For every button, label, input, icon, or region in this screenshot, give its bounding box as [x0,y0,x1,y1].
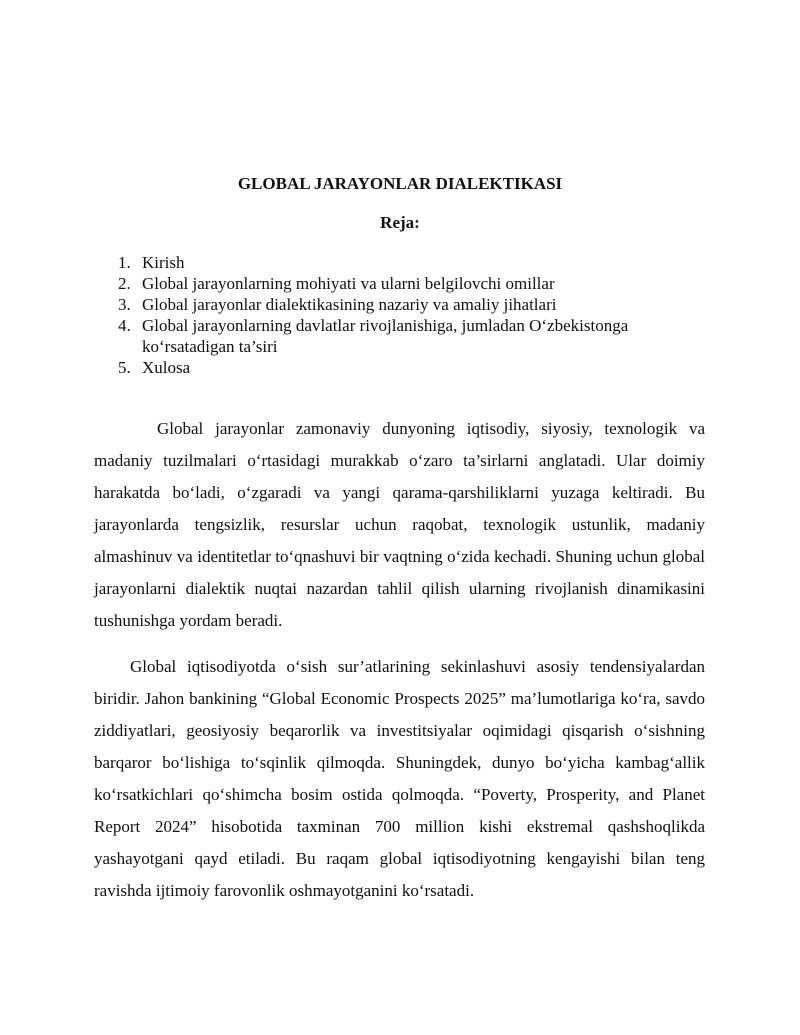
body-paragraph: Global iqtisodiyotda o‘sish sur’atlarining sekinlashuvi asosiy tendensiyalardan biridir. Jahon bankining “Global Economic Prospects 2025” ma’lumotlariga ko‘ra, savdo ziddiyatlari, geosiyosiy beqarorlik va investitsiyalar oqimidagi qisqarish o‘sishning barqaror bo‘lishiga to‘sqinlik qilmoqda. Shuningdek, dunyo bo‘yicha kambag‘allik ko‘rsatkichlari qo‘shimcha bosim ostida qolmoqda. “Poverty, Prosperity, and Planet Report 2024” hisobotida taxminan 700 million kishi ekstremal qashshoqlikda yashayotgani qayd etiladi. Bu raqam global iqtisodiyotning kengayishi bilan teng ravishda ijtimoiy farovonlik oshmayotganini ko‘rsatadi. [94,657,705,900]
plan-item-text: Xulosa [142,358,191,377]
document-title: GLOBAL JARAYONLAR DIALEKTIKASI [237,174,563,193]
plan-item [118,252,708,273]
plan-item-text: Global jarayonlarning davlatlar rivojlanishiga, jumladan O‘zbekistonga ko‘rsatadigan ta’siri [142,316,629,356]
plan-item-number: 3. [118,295,131,314]
body-paragraph: Global jarayonlar zamonaviy dunyoning iqtisodiy, siyosiy, texnologik va madaniy tuzilmalari o‘rtasidagi murakkab o‘zaro ta’sirlarni anglatadi. Ular doimiy harakatda bo‘ladi, o‘zgaradi va yangi qarama-qarshiliklarni yuzaga keltiradi. Bu jarayonlarda tengsizlik, resurslar uchun raqobat, texnologik ustunlik, madaniy almashinuv va identitetlar to‘qnashuvi bir vaqtning o‘zida kechadi. Shuning uchun global jarayonlarni dialektik nuqtai nazardan tahlil qilish ularning rivojlanish dinamikasini tushunishga yordam beradi. [94,419,705,630]
plan-item-number: 2. [118,274,131,293]
plan-item-number: 5. [118,358,131,377]
plan-item [118,294,708,315]
plan-item [118,357,708,378]
plan-item-text: Global jarayonlar dialektikasining nazariy va amaliy jihatlari [142,295,557,314]
plan-item [118,315,708,357]
plan-list [118,252,708,378]
plan-heading: Reja: [380,213,420,232]
plan-item [118,273,708,294]
plan-item-number: 4. [118,316,131,335]
plan-item-text: Kirish [142,253,185,272]
plan-item-text: Global jarayonlarning mohiyati va ularni belgilovchi omillar [142,274,555,293]
plan-item-number: 1. [118,253,131,272]
